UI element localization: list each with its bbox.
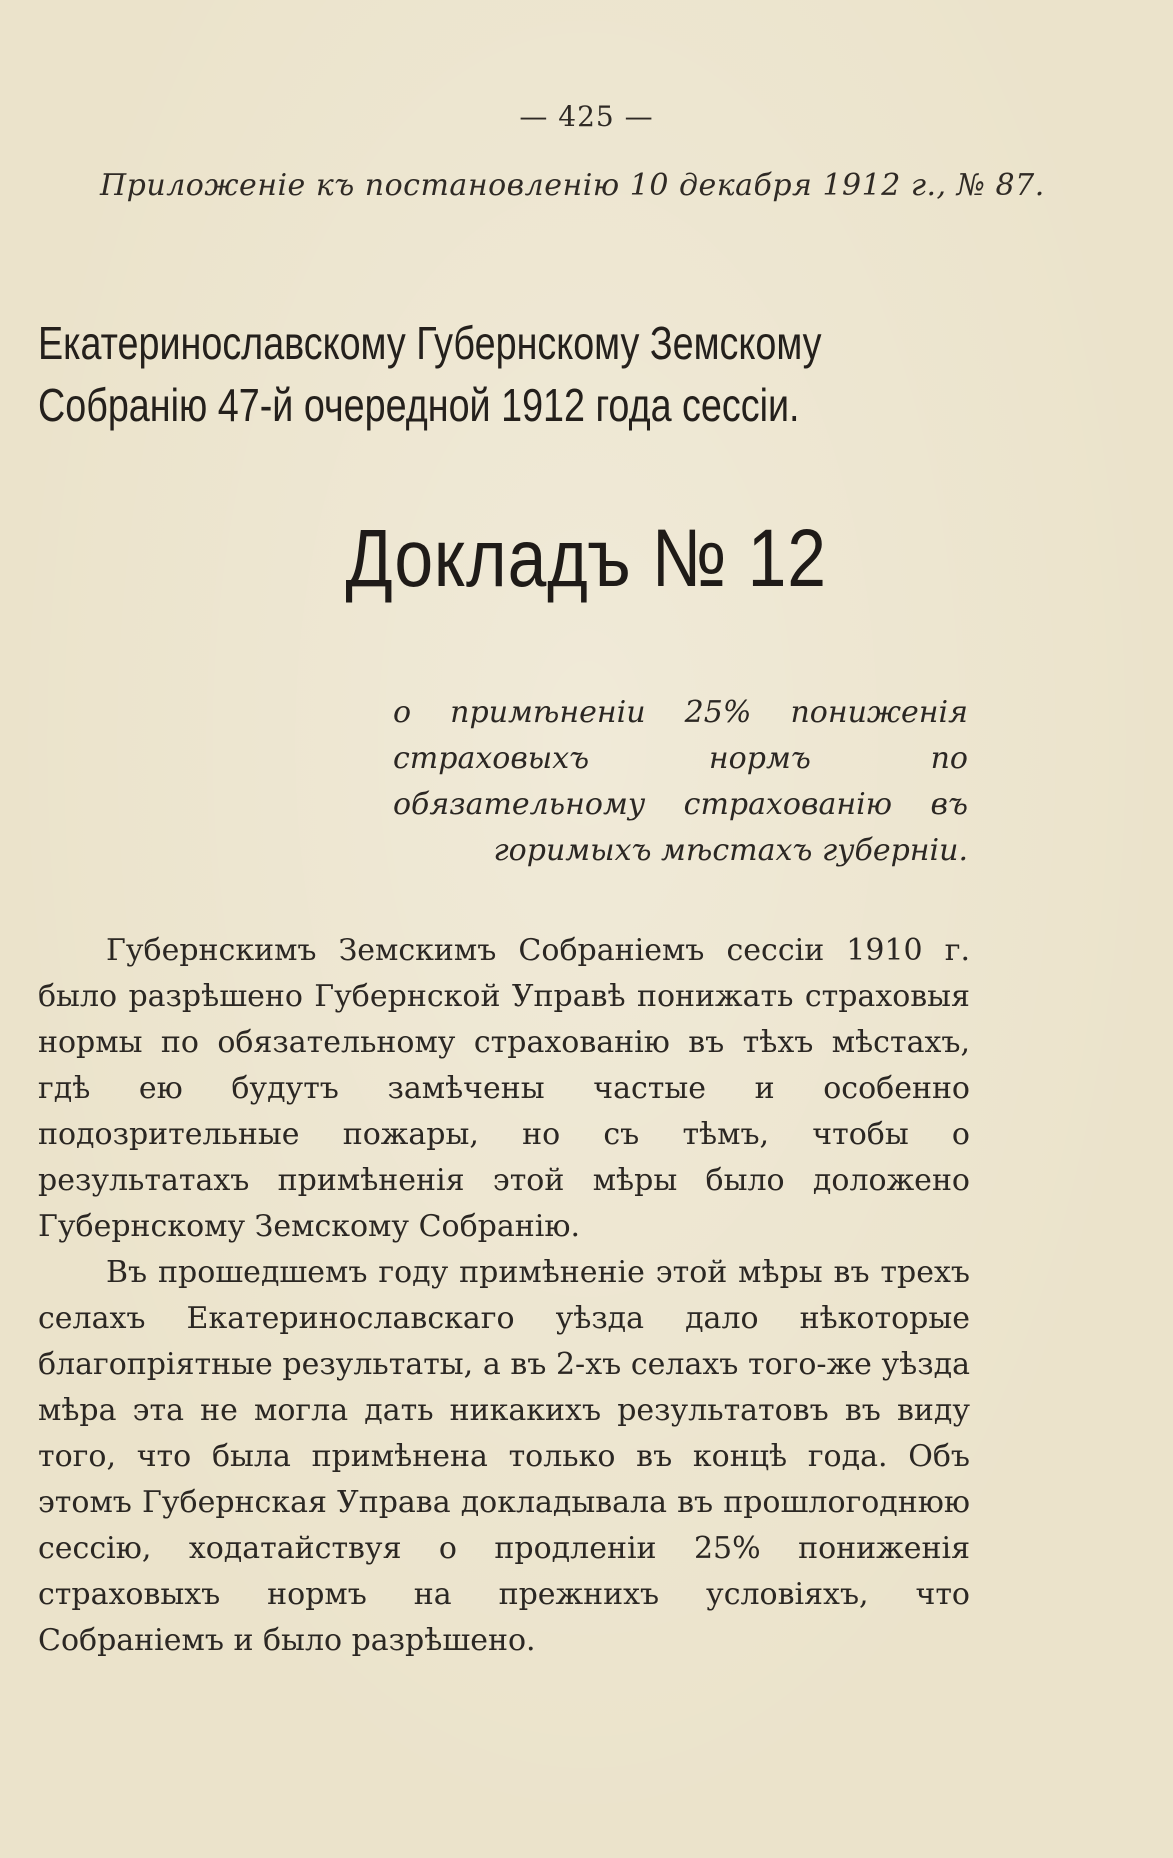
body-paragraph-1: Губернскимъ Земскимъ Собраніемъ сессіи 1910 г. было разрѣшено Губернской Управѣ понижать страховыя нормы по обязательному страхованію въ тѣхъ мѣстахъ, гдѣ ею будутъ замѣчены частые и особенно подозрительные пожары, но съ тѣмъ, чтобы о результатахъ примѣненія этой мѣры было доложено Губернскому Земскому Собранію. <box>38 933 970 1244</box>
report-title-text: Докладъ № 12 <box>345 513 828 604</box>
report-subject: о примѣненіи 25% пониженія страховыхъ нормъ по обязательному страхованію въ горимыхъ мѣстахъ губерніи. <box>393 695 968 868</box>
assembly-heading-line-2: Собранію 47-й очередной 1912 года сессіи. <box>38 379 800 431</box>
page-number: — 425 — <box>519 100 654 133</box>
appendix-note: Приложеніе къ постановленію 10 декабря 1912 г., № 87. <box>100 168 1045 203</box>
assembly-heading <box>38 312 822 436</box>
assembly-heading-line-1: Екатеринославскому Губернскому Земскому <box>38 317 822 369</box>
report-title <box>0 512 1173 606</box>
body-paragraph-2: Въ прошедшемъ году примѣненіе этой мѣры въ трехъ селахъ Екатеринославскаго уѣзда дало нѣкоторые благопріятные результаты, а въ 2-хъ селахъ того-же уѣзда мѣра эта не могла дать никакихъ результатовъ въ виду того, что была примѣнена только въ концѣ года. Объ этомъ Губернская Управа докладывала въ прошлогоднюю сессію, ходатайствуя о продленіи 25% пониженія страховыхъ нормъ на прежнихъ условіяхъ, что Собраніемъ и было разрѣшено. <box>38 1255 970 1658</box>
report-body <box>38 928 970 1664</box>
